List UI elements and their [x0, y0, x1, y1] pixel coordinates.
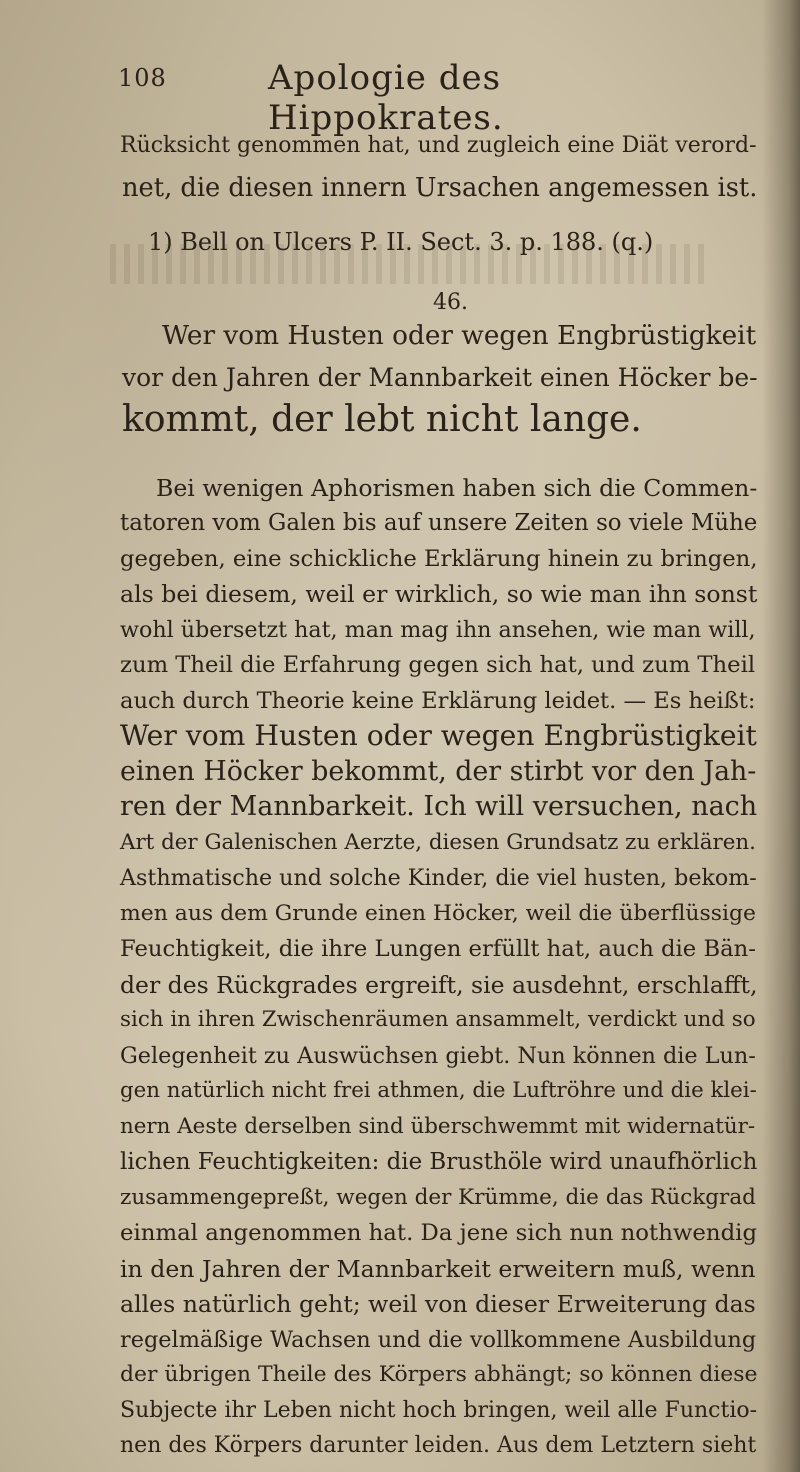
quoted-aphorism-line: Wer vom Husten oder wegen Engbrüstigkeit	[120, 719, 757, 752]
commentary-line: als bei diesem, weil er wirklich, so wie man ihn sonst	[120, 580, 758, 608]
page-header	[118, 58, 718, 138]
quoted-aphorism-line: einen Höcker bekommt, der stirbt vor den Jah-	[120, 756, 757, 787]
commentary-line: alles natürlich geht; weil von dieser Erweiterung das	[120, 1290, 756, 1318]
commentary-line: Feuchtigkeit, die ihre Lungen erfüllt hat, auch die Bän-	[120, 936, 756, 962]
commentary-line: tatoren vom Galen bis auf unsere Zeiten so viele Mühe	[120, 510, 758, 536]
commentary-line: zusammengepreßt, wegen der Krümme, die das Rückgrad	[120, 1185, 756, 1210]
commentary-line: ren der Mannbarkeit. Ich will versuchen, nach	[120, 791, 758, 822]
aphorism-line: kommt, der lebt nicht lange.	[122, 399, 642, 440]
commentary-line: Gelegenheit zu Auswüchsen giebt. Nun können die Lun-	[120, 1043, 756, 1069]
commentary-line: gen natürlich nicht frei athmen, die Luftröhre und die klei-	[120, 1078, 757, 1103]
footnote: 1) Bell on Ulcers P. II. Sect. 3. p. 188. (q.)	[148, 228, 654, 256]
intro-line: Rücksicht genommen hat, und zugleich eine Diät verord-	[120, 133, 757, 158]
page-number: 108	[118, 64, 167, 92]
commentary-line: nen des Körpers darunter leiden. Aus dem Letztern sieht	[120, 1433, 757, 1458]
commentary-line: lichen Feuchtigkeiten: die Brusthöle wird unaufhörlich	[120, 1149, 758, 1175]
commentary-line: sich in ihren Zwischenräumen ansammelt, verdickt und so	[120, 1007, 756, 1032]
intro-line: net, die diesen innern Ursachen angemessen ist.	[122, 173, 758, 203]
commentary-line: Art der Galenischen Aerzte, diesen Grundsatz zu erklären.	[120, 830, 756, 855]
aphorism-number: 46.	[433, 290, 468, 315]
commentary-line: der des Rückgrades ergreift, sie ausdehnt, erschlafft,	[120, 971, 758, 999]
commentary-line: in den Jahren der Mannbarkeit erweitern muß, wenn	[120, 1255, 756, 1283]
commentary-line: men aus dem Grunde einen Höcker, weil die überflüssige	[120, 901, 756, 926]
commentary-line: nern Aeste derselben sind überschwemmt mit widernatür-	[120, 1114, 756, 1139]
aphorism-line: Wer vom Husten oder wegen Engbrüstigkeit	[162, 321, 757, 351]
commentary-line: gegeben, eine schickliche Erklärung hinein zu bringen,	[120, 546, 758, 572]
commentary-line: Bei wenigen Aphorismen haben sich die Commen-	[156, 474, 758, 502]
commentary-line: wohl übersetzt hat, man mag ihn ansehen, wie man will,	[120, 617, 756, 643]
aphorism-line: vor den Jahren der Mannbarkeit einen Höcker be-	[122, 363, 758, 392]
running-head: Apologie des Hippokrates.	[268, 58, 504, 138]
show-through-texture	[110, 244, 710, 284]
commentary-line: zum Theil die Erfahrung gegen sich hat, und zum Theil	[120, 652, 756, 678]
commentary-line: regelmäßige Wachsen und die vollkommene Ausbildung	[120, 1327, 757, 1353]
commentary-line: einmal angenommen hat. Da jene sich nun nothwendig	[120, 1220, 758, 1246]
commentary-line: Asthmatische und solche Kinder, die viel husten, bekom-	[120, 865, 757, 891]
commentary-line: auch durch Theorie keine Erklärung leidet. — Es heißt:	[120, 688, 756, 714]
commentary-line: Subjecte ihr Leben nicht hoch bringen, weil alle Functio-	[120, 1398, 758, 1423]
commentary-line: der übrigen Theile des Körpers abhängt; so können diese	[120, 1362, 758, 1387]
